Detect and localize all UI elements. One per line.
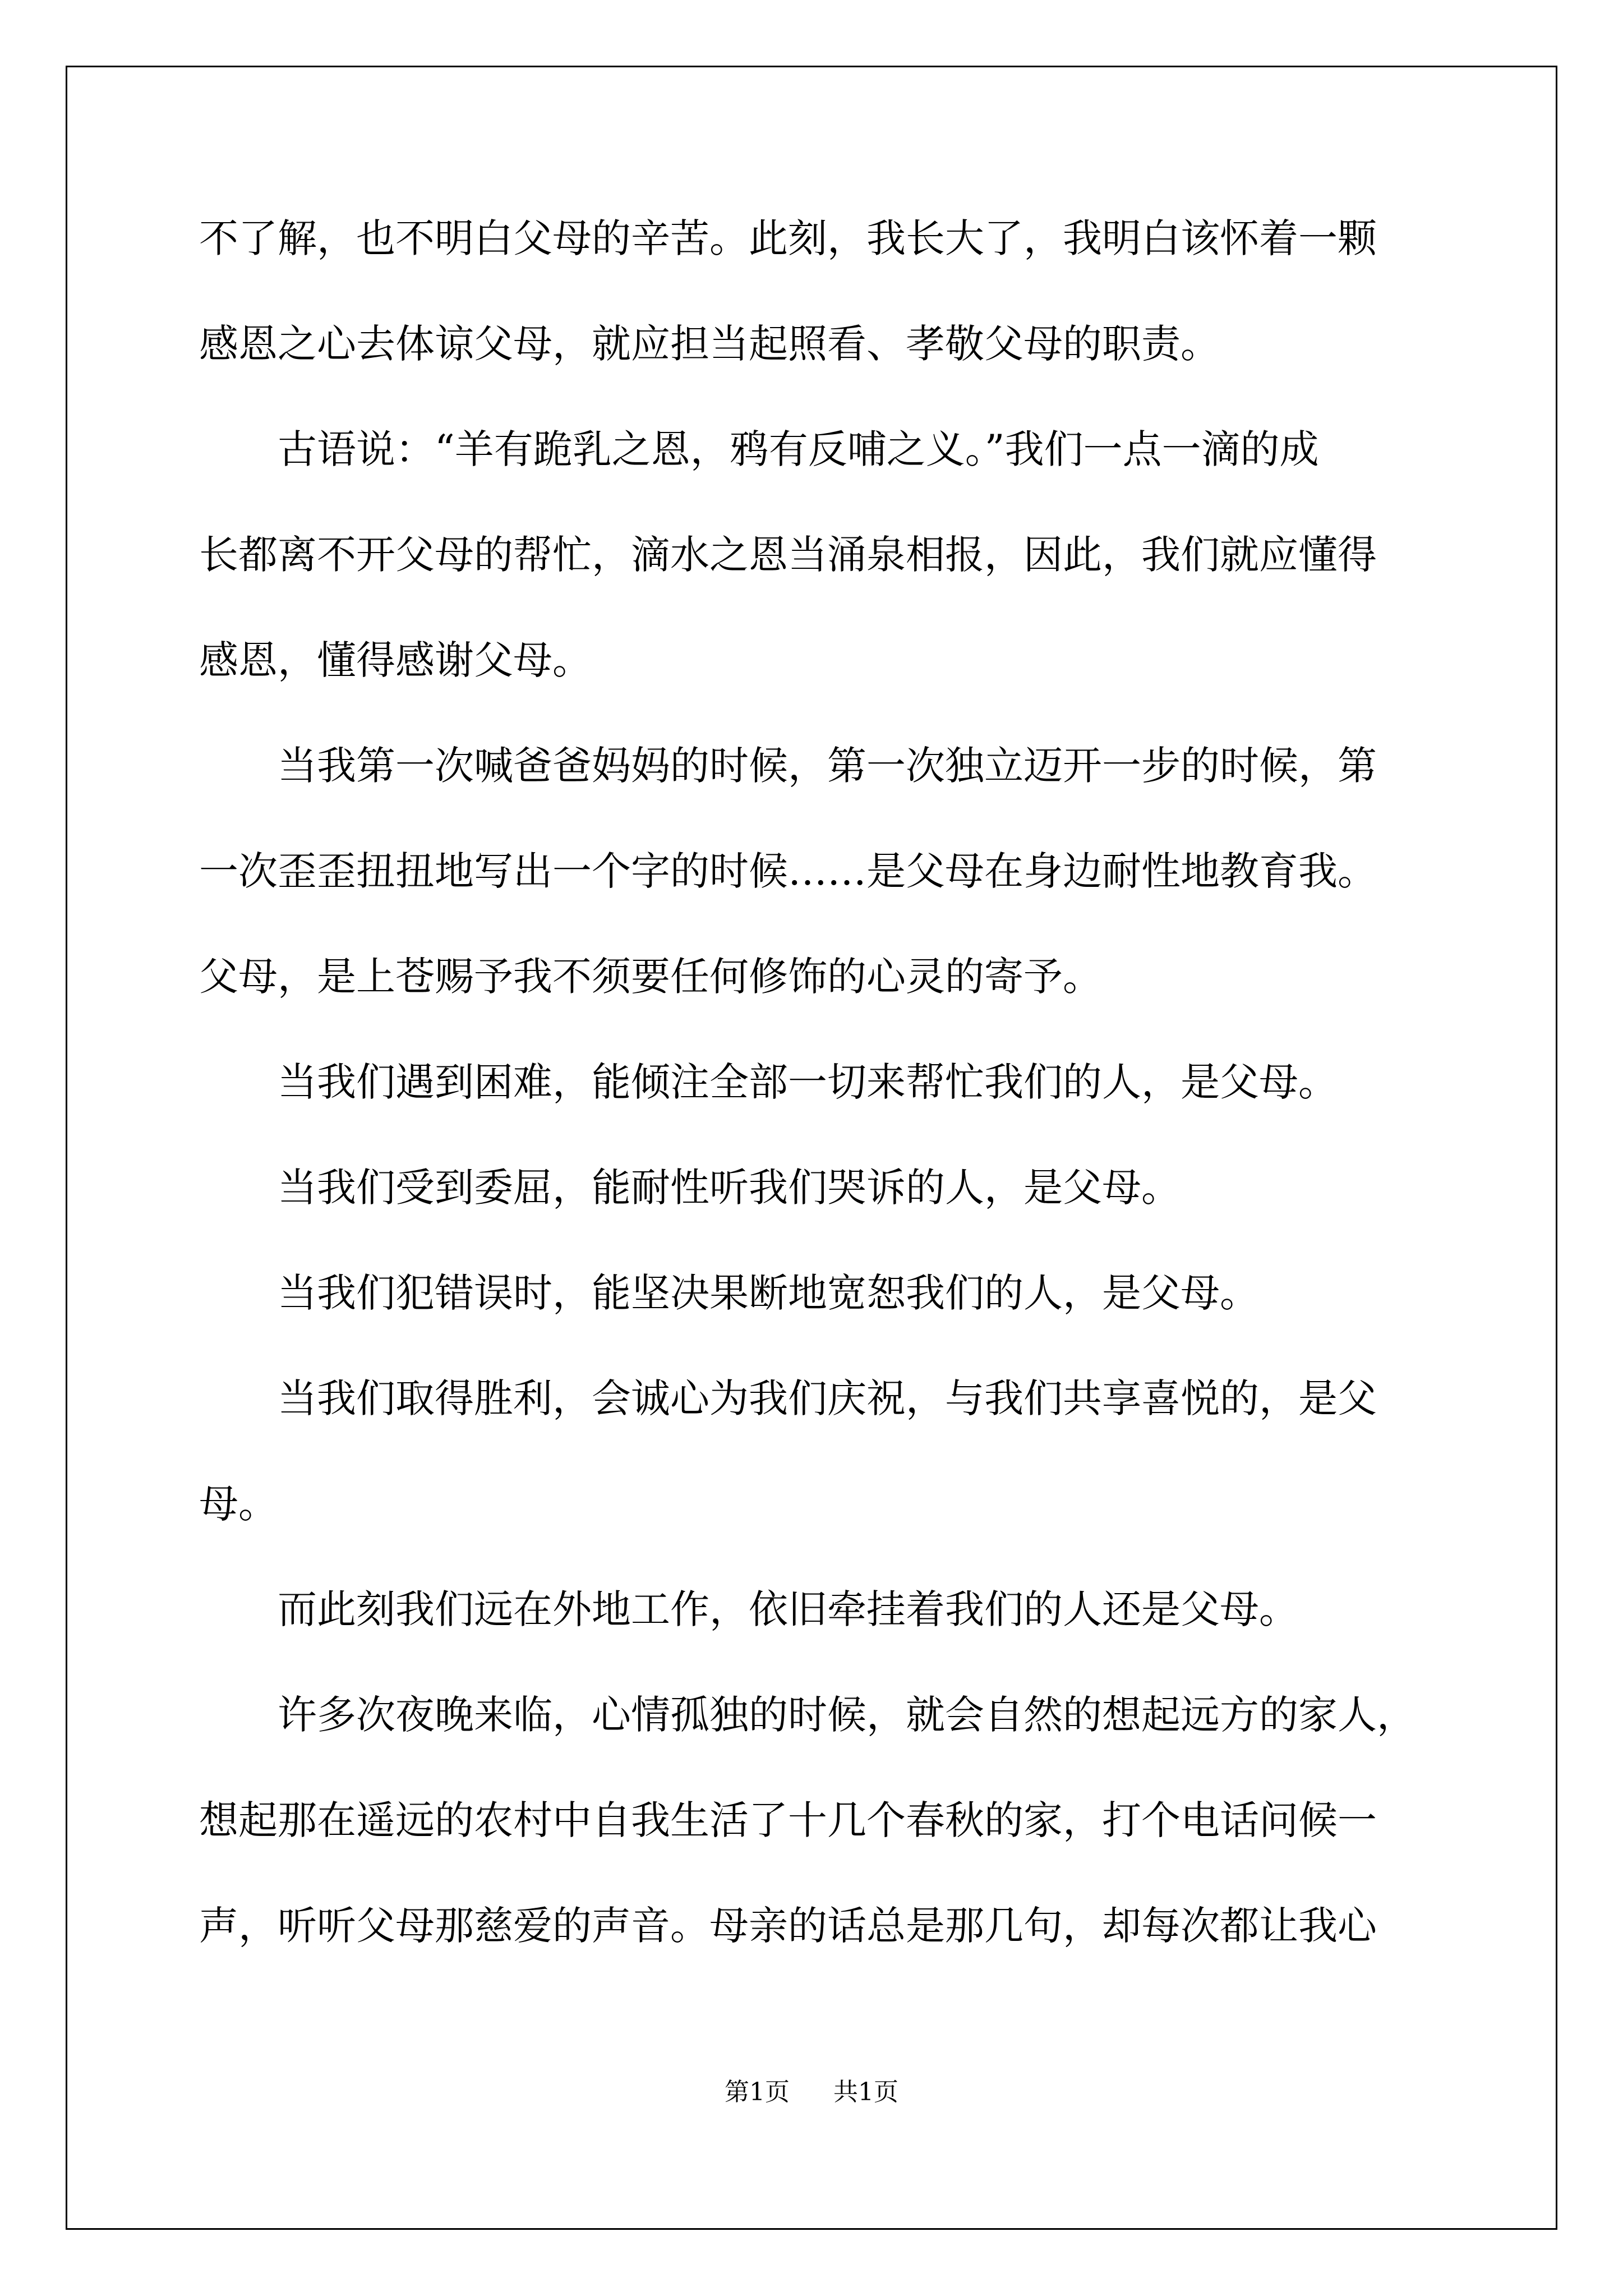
text-line: 古语说：“羊有跪乳之恩，鸦有反哺之义。”我们一点一滴的成: [199, 426, 1319, 472]
text-line: 当我们取得胜利，会诚心为我们庆祝，与我们共享喜悦的，是父: [199, 1375, 1377, 1421]
text-line: 一次歪歪扭扭地写出一个字的时候……是父母在身边耐性地教育我。: [199, 848, 1377, 894]
text-line: 当我们犯错误时，能坚决果断地宽恕我们的人，是父母。: [199, 1270, 1259, 1316]
page-number: 第1页: [725, 2078, 790, 2106]
page-total: 共1页: [833, 2078, 898, 2106]
text-line: 母。: [199, 1481, 278, 1527]
text-line: 声，听听父母那慈爱的声音。母亲的话总是那几句，却每次都让我心: [199, 1903, 1377, 1949]
text-line: 许多次夜晚来临，心情孤独的时候，就会自然的想起远方的家人，: [199, 1692, 1416, 1738]
text-line: 想起那在遥远的农村中自我生活了十几个春秋的家，打个电话问候一: [199, 1797, 1377, 1843]
text-line: 感恩，懂得感谢父母。: [199, 637, 592, 683]
text-line: 不了解，也不明白父母的辛苦。此刻，我长大了，我明白该怀着一颗: [199, 215, 1377, 261]
text-line: 长都离不开父母的帮忙，滴水之恩当涌泉相报，因此，我们就应懂得: [199, 532, 1377, 578]
text-line: 当我第一次喊爸爸妈妈的时候，第一次独立迈开一步的时候，第: [199, 743, 1377, 789]
text-line: 当我们受到委屈，能耐性听我们哭诉的人，是父母。: [199, 1165, 1181, 1211]
text-line: 而此刻我们远在外地工作，依旧牵挂着我们的人还是父母。: [199, 1586, 1298, 1632]
text-line: 父母，是上苍赐予我不须要任何修饰的心灵的寄予。: [199, 954, 1102, 1000]
text-line: 感恩之心去体谅父母，就应担当起照看、孝敬父母的职责。: [199, 321, 1220, 367]
text-line: 当我们遇到困难，能倾注全部一切来帮忙我们的人，是父母。: [199, 1059, 1338, 1105]
page-footer: [0, 2076, 1623, 2109]
